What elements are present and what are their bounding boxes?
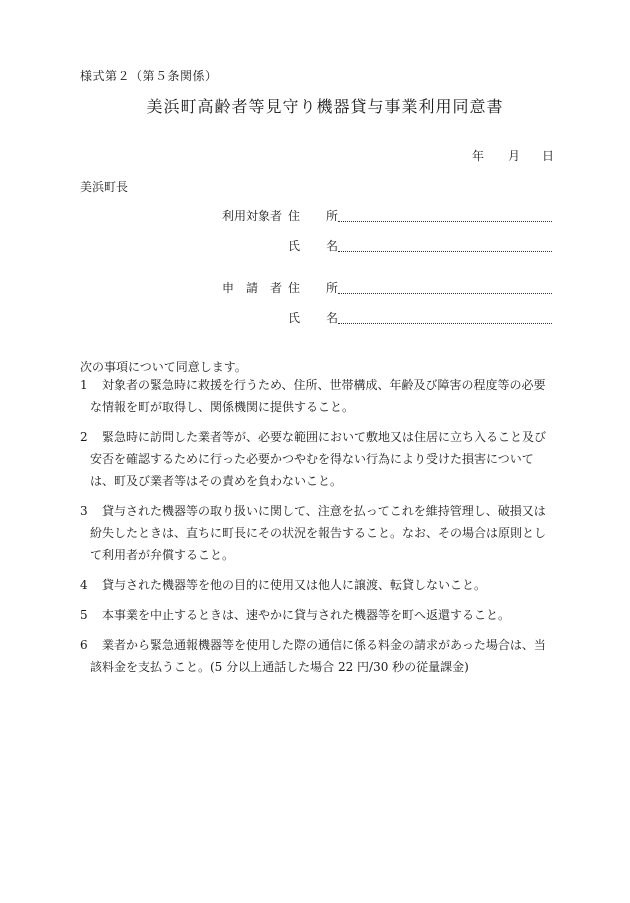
clause-number: 5	[80, 608, 88, 622]
user-address-label-1: 住	[288, 209, 301, 223]
clause-item	[80, 634, 554, 678]
applicant-name-label-2: 名	[325, 311, 338, 325]
user-address-label	[288, 207, 338, 224]
user-name-label-2: 名	[325, 239, 338, 253]
clause-item	[80, 500, 554, 566]
clause-number: 6	[80, 638, 88, 652]
clause-text: 緊急時に訪問した業者等が、必要な範囲において敷地又は住居に立ち入ること及び安否を確認するために行った必要かつやむを得ない行為により受けた損害については、町及び業者等はその責めを負わないこと。	[90, 430, 547, 488]
clause-item	[80, 374, 554, 418]
clause-number: 1	[80, 378, 88, 392]
clause-number: 4	[80, 578, 88, 592]
date-day-label: 日	[542, 149, 555, 163]
user-name-field[interactable]	[338, 237, 552, 252]
clause-list	[80, 374, 554, 678]
date-year-label: 年	[472, 149, 485, 163]
applicant-name-label-1: 氏	[288, 311, 301, 325]
addressee: 美浜町長	[80, 180, 129, 194]
applicant-name-field[interactable]	[338, 309, 552, 324]
document-title: 美浜町高齢者等見守り機器貸与事業利用同意書	[146, 97, 504, 116]
applicant-address-label-1: 住	[288, 281, 301, 295]
applicant-address-field[interactable]	[338, 279, 552, 294]
clause-number: 3	[80, 504, 88, 518]
user-name-label-1: 氏	[288, 239, 301, 253]
date-month-label: 月	[508, 149, 521, 163]
applicant-name-label	[288, 309, 338, 326]
clause-number: 2	[80, 430, 88, 444]
clause-text: 貸与された機器等を他の目的に使用又は他人に譲渡、転貸しないこと。	[102, 578, 487, 592]
clause-text: 業者から緊急通報機器等を使用した際の通信に係る料金の請求があった場合は、当該料金を支払うこと。(5 分以上通話した場合 22 円/30 秒の従量課金)	[90, 638, 546, 674]
intro-text: 次の事項について同意します。	[80, 360, 247, 374]
applicant-role-label: 申 請 者	[222, 281, 283, 295]
clause-text: 貸与された機器等の取り扱いに関して、注意を払ってこれを維持管理し、破損又は紛失したときは、直ちに町長にその状況を報告すること。なお、その場合は原則として利用者が弁償すること。	[90, 504, 547, 562]
clause-item	[80, 426, 554, 492]
user-address-label-2: 所	[325, 209, 338, 223]
form-number: 様式第２（第５条関係）	[80, 69, 218, 83]
applicant-address-label-2: 所	[325, 281, 338, 295]
user-name-label	[288, 237, 338, 254]
clause-item	[80, 604, 554, 626]
user-address-field[interactable]	[338, 207, 552, 222]
user-role-label: 利用対象者	[222, 209, 283, 223]
clause-item	[80, 574, 554, 596]
clause-text: 本事業を中止するときは、速やかに貸与された機器等を町へ返還すること。	[102, 608, 511, 622]
applicant-address-label	[288, 279, 338, 296]
clause-text: 対象者の緊急時に救援を行うため、住所、世帯構成、年齢及び障害の程度等の必要な情報を町が取得し、関係機関に提供すること。	[90, 378, 546, 414]
